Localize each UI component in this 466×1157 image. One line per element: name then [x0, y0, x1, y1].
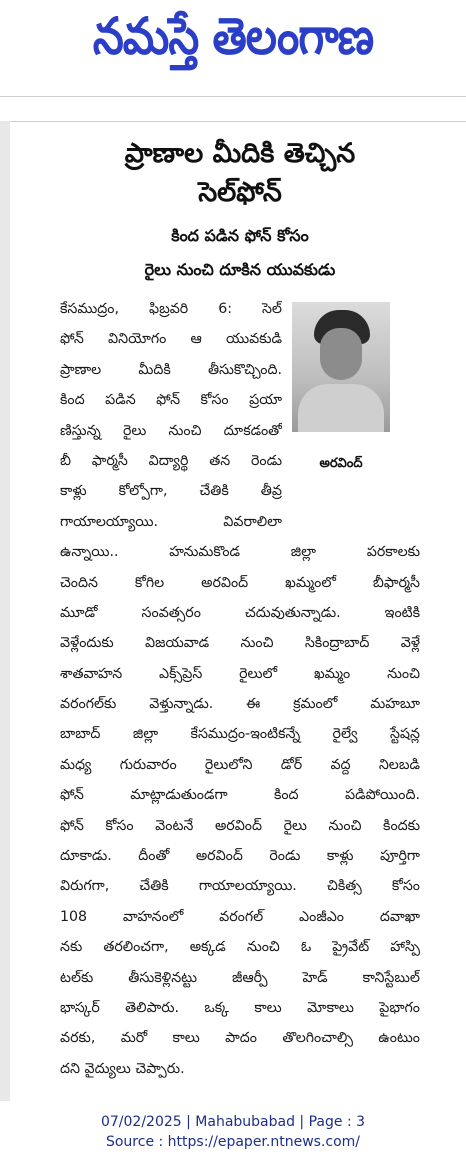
- body-line: ప్రాణాల మీదికి తీసుకొచ్చింది.: [60, 361, 282, 378]
- body-line: ఫోన్ వినియోగం ఆ యువకుడి: [60, 331, 282, 348]
- masthead-title: నమస్తే తెలంగాణ: [92, 7, 374, 66]
- body-line: మధ్య గురువారం రైలులోని డోర్ వద్ద నిలబడి: [60, 756, 420, 773]
- header-divider: [0, 121, 466, 122]
- masthead: [0, 8, 466, 78]
- body-line: దూకాడు. దీంతో అరవింద్ రెండు కాళ్లు పూర్తిగా: [60, 848, 420, 865]
- body-line: ఫోన్ కోసం వెంటనే అరవింద్ రైలు నుంచి కిందకు: [60, 817, 420, 834]
- body-line: టల్‌కు తీసుకెళ్లినట్టు జీఆర్పీ హెడ్ కానిస్టేబుల్: [60, 969, 420, 986]
- body-line: దని వైద్యులు చెప్పారు.: [60, 1060, 185, 1077]
- body-line: కింద పడిన ఫోన్ కోసం ప్రయా: [60, 392, 282, 409]
- body-line: వరంగల్‌కు వెళ్తున్నాడు. ఈ క్రమంలో మహబూ: [60, 696, 420, 713]
- photo-caption: అరవింద్: [319, 456, 363, 471]
- body-line: చెందిన కోగిల అరవింద్ ఖమ్మంలో బీఫార్మసీ: [60, 574, 420, 591]
- body-line: ఫోన్ మాట్లాడుతుండగా కింద పడిపోయింది.: [60, 787, 420, 804]
- body-line: కాళ్లు కోల్పోగా, చేతికి తీవ్ర: [60, 483, 282, 500]
- body-line: నకు తరలించగా, అక్కడ నుంచి ఓ ప్రైవేట్ హాస్పి: [60, 939, 420, 956]
- subheadline-1: కింద పడిన ఫోన్ కోసం: [171, 226, 309, 245]
- body-line: వరకు, మరో కాలు పాదం తొలగించాల్సి ఉంటుం: [60, 1030, 420, 1047]
- headline-line-2: సెల్‌ఫోన్: [198, 177, 282, 208]
- body-line: కేసముద్రం, ఫిబ్రవరి 6: సెల్: [60, 301, 282, 317]
- body-line: గాయాలయ్యాయి. వివరాలిలా: [60, 513, 282, 530]
- body-line: బాబాద్ జిల్లా కేసముద్రం-ఇంటికన్నే రైల్వే స్టేషన్ల: [60, 726, 420, 743]
- footer-source-link[interactable]: Source : https://epaper.ntnews.com/: [105, 1134, 361, 1150]
- body-line: మూడో సంవత్సరం చదువుతున్నాడు. ఇంటికి: [60, 604, 420, 621]
- body-line: విరుగగా, చేతికి గాయాలయ్యాయి. చికిత్స కోసం: [60, 878, 420, 895]
- clip-edge: [0, 121, 10, 1101]
- body-line: ఉన్నాయి.. హనుమకొండ జిల్లా పరకాలకు: [60, 544, 420, 561]
- body-line: భాస్కర్ తెలిపారు. ఒక్క కాలు మోకాలు పైభాగం: [60, 999, 420, 1016]
- headline-line-1: ప్రాణాల మీదికి తెచ్చిన: [124, 138, 356, 169]
- body-line: బీ ఫార్మసీ విద్యార్థి తన రెండు: [60, 452, 282, 469]
- body-line: వెళ్లేందుకు విజయవాడ నుంచి సికింద్రాబాద్ వెళ్లే: [60, 635, 420, 652]
- body-line: 108 వాహనంలో వరంగల్ ఎంజీఎం దవాఖా: [60, 908, 420, 925]
- article-body: [60, 294, 420, 1084]
- body-line: శాతవాహన ఎక్స్‌ప్రెస్ రైలులో ఖమ్మం నుంచి: [60, 665, 420, 682]
- footer-dateline: 07/02/2025 | Mahabubabad | Page : 3: [100, 1114, 366, 1130]
- body-line: ణిస్తున్న రైలు నుంచి దూకడంతో: [60, 422, 282, 439]
- subheadline-2: రైలు నుంచి దూకిన యువకుడు: [144, 260, 336, 279]
- header-divider: [0, 96, 466, 97]
